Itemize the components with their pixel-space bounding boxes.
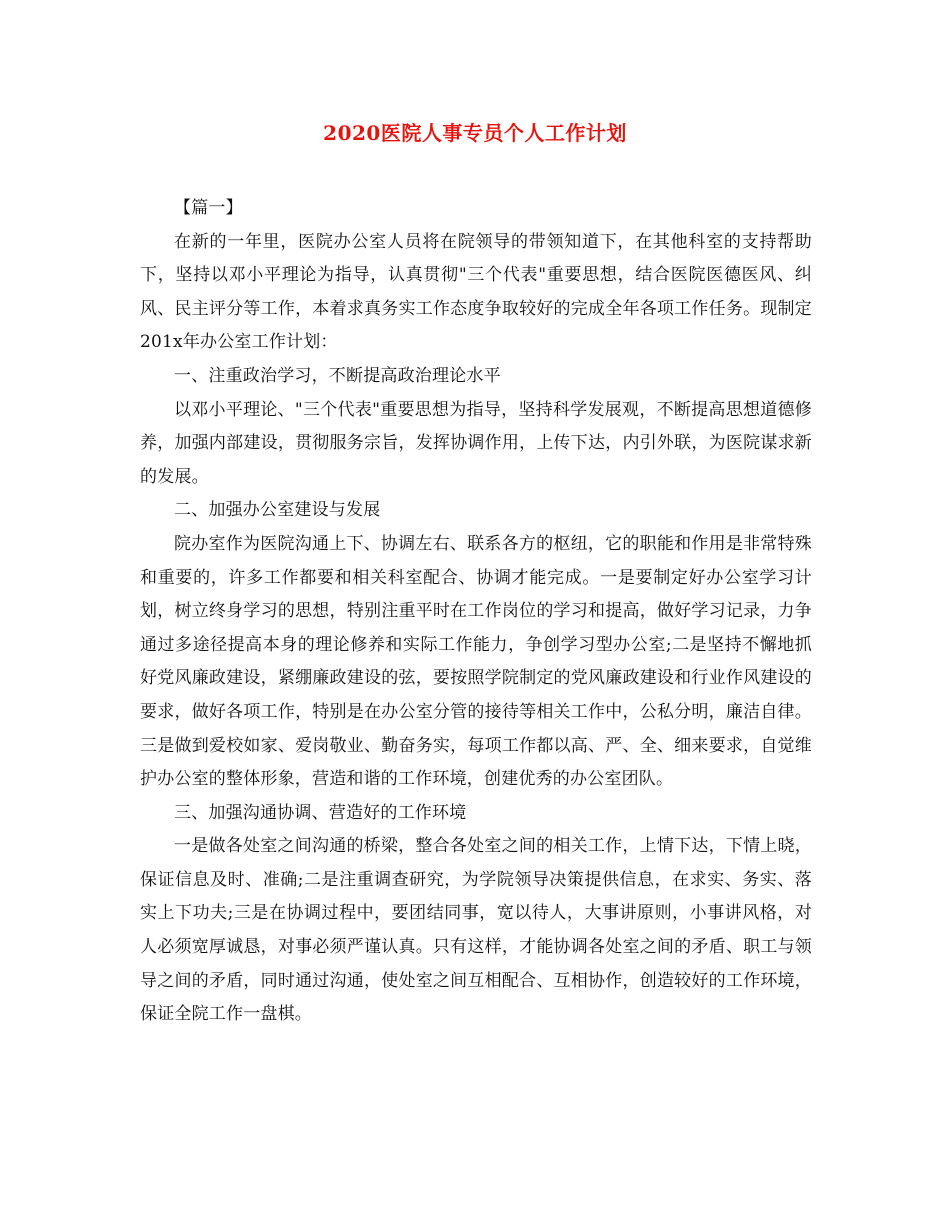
heading-section-3: 三、加强沟通协调、营造好的工作环境	[174, 802, 467, 823]
document-title: 2020医院人事专员个人工作计划	[323, 121, 627, 145]
paragraph-intro: 在新的一年里，医院办公室人员将在院领导的带领知道下，在其他科室的支持帮助下，坚持以邓小平理论为指导，认真贯彻"三个代表"重要思想，结合医院医德医风、纠风、民主评分等工作，本着求真务实工作态度争取较好的完成全年各项工作任务。现制定201x年办公室工作计划：	[140, 231, 812, 353]
heading-section-1: 一、注重政治学习，不断提高政治理论水平	[174, 365, 501, 386]
document-body	[140, 192, 812, 1032]
heading-section-2: 二、加强办公室建设与发展	[174, 500, 381, 521]
paragraph-section-1: 以邓小平理论、"三个代表"重要思想为指导，坚持科学发展观，不断提高思想道德修养，加强内部建设，贯彻服务宗旨，发挥协调作用，上传下达，内引外联，为医院谋求新的发展。	[140, 399, 812, 487]
paragraph-section-3: 一是做各处室之间沟通的桥梁，整合各处室之间的相关工作，上情下达，下情上晓，保证信息及时、准确;二是注重调查研究，为学院领导决策提供信息，在求实、务实、落实上下功夫;三是在协调过程中，要团结同事，宽以待人，大事讲原则，小事讲风格，对人必须宽厚诚恳，对事必须严谨认真。只有这样，才能协调各处室之间的矛盾、职工与领导之间的矛盾，同时通过沟通，使处室之间互相配合、互相协作，创造较好的工作环境，保证全院工作一盘棋。	[140, 836, 812, 1025]
paragraph-section-2: 院办室作为医院沟通上下、协调左右、联系各方的枢纽，它的职能和作用是非常特殊和重要的，许多工作都要和相关科室配合、协调才能完成。一是要制定好办公室学习计划，树立终身学习的思想，特别注重平时在工作岗位的学习和提高，做好学习记录，力争通过多途径提高本身的理论修养和实际工作能力，争创学习型办公室;二是坚持不懈地抓好党风廉政建设，紧绷廉政建设的弦，要按照学院制定的党风廉政建设和行业作风建设的要求，做好各项工作，特别是在办公室分管的接待等相关工作中，公私分明，廉洁自律。三是做到爱校如家、爱岗敬业、勤奋务实，每项工作都以高、严、全、细来要求，自觉维护办公室的整体形象，营造和谐的工作环境，创建优秀的办公室团队。	[140, 533, 812, 790]
section-label: 【篇一】	[174, 198, 243, 218]
